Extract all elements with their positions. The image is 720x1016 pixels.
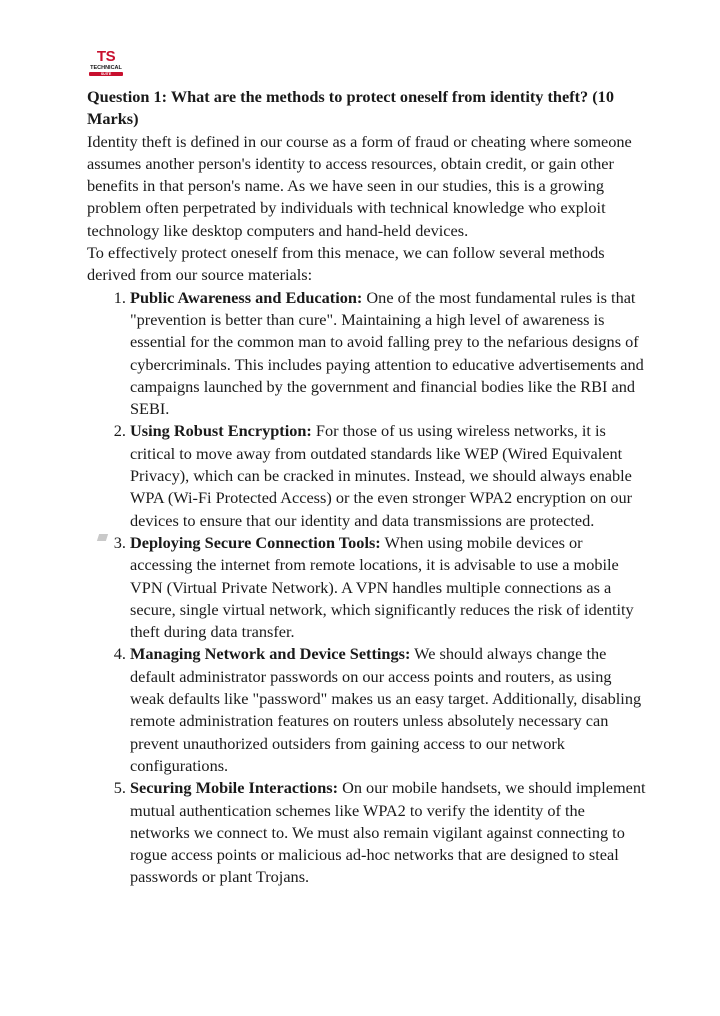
method-term: Securing Mobile Interactions: [130, 778, 339, 798]
list-item [130, 420, 647, 531]
method-text: When using mobile devices or accessing the internet from remote locations, it is advisable to use a mobile VPN (Virtual Private Network). A VPN handles multiple connections as a secure, single virtual network, which significantly reduces the risk of identity theft during data transfer. [130, 532, 634, 642]
method-term: Deploying Secure Connection Tools: [130, 532, 381, 552]
logo-sub-text: TECHNICAL [90, 65, 122, 71]
logo-main-text: TS [96, 48, 116, 65]
list-item [130, 532, 647, 643]
method-text: For those of us using wireless networks, it is critical to move away from outdated standards like WEP (Wired Equivalent Privacy), which can be cracked in minutes. Instead, we should always enable WPA (Wi-Fi Protected Access) or the even stronger WPA2 encryption on our devices to ensure that our identity and data transmissions are protected. [130, 421, 633, 530]
method-text: We should always change the default administrator passwords on our access points and routers, as using weak defaults like "password" makes us an easy target. Additionally, disabling remote administration features on routers unless absolutely necessary can prevent unauthorized outsiders from gaining access to our network configurations. [130, 644, 642, 775]
document-body [87, 86, 647, 889]
methods-list [87, 287, 647, 889]
method-term: Public Awareness and Education: [130, 287, 363, 307]
list-item [130, 777, 647, 888]
question-heading: Question 1: What are the methods to protect oneself from identity theft? (10 Marks) [87, 87, 614, 129]
logo-band: SUITE [89, 72, 123, 76]
intro-paragraph: Identity theft is defined in our course as a form of fraud or cheating where someone assumes another person's identity to access resources, obtain credit, or gain other benefits in that person's name. As we have seen in our studies, this is a growing problem often perpetrated by individuals with technical knowledge who exploit technology like desktop computers and hand-held devices. [87, 131, 632, 240]
method-term: Managing Network and Device Settings: [130, 644, 411, 664]
method-term: Using Robust Encryption: [130, 421, 312, 441]
logo [88, 50, 124, 76]
method-text: On our mobile handsets, we should implement mutual authentication schemes like WPA2 to verify the identity of the networks we connect to. We must also remain vigilant against connecting to rogue access points or malicious ad-hoc networks that are designed to steal passwords or plant Trojans. [130, 778, 646, 887]
list-item [130, 287, 647, 421]
method-text: One of the most fundamental rules is that "prevention is better than cure". Maintaining a high level of awareness is essential for the common man to avoid falling prey to the nefarious designs of cybercriminals. This includes paying attention to educative advertisements and campaigns launched by the government and financial bodies like the RBI and SEBI. [130, 287, 644, 419]
list-item [130, 643, 647, 777]
intro-paragraph: To effectively protect oneself from this menace, we can follow several methods derived from our source materials: [87, 243, 605, 285]
